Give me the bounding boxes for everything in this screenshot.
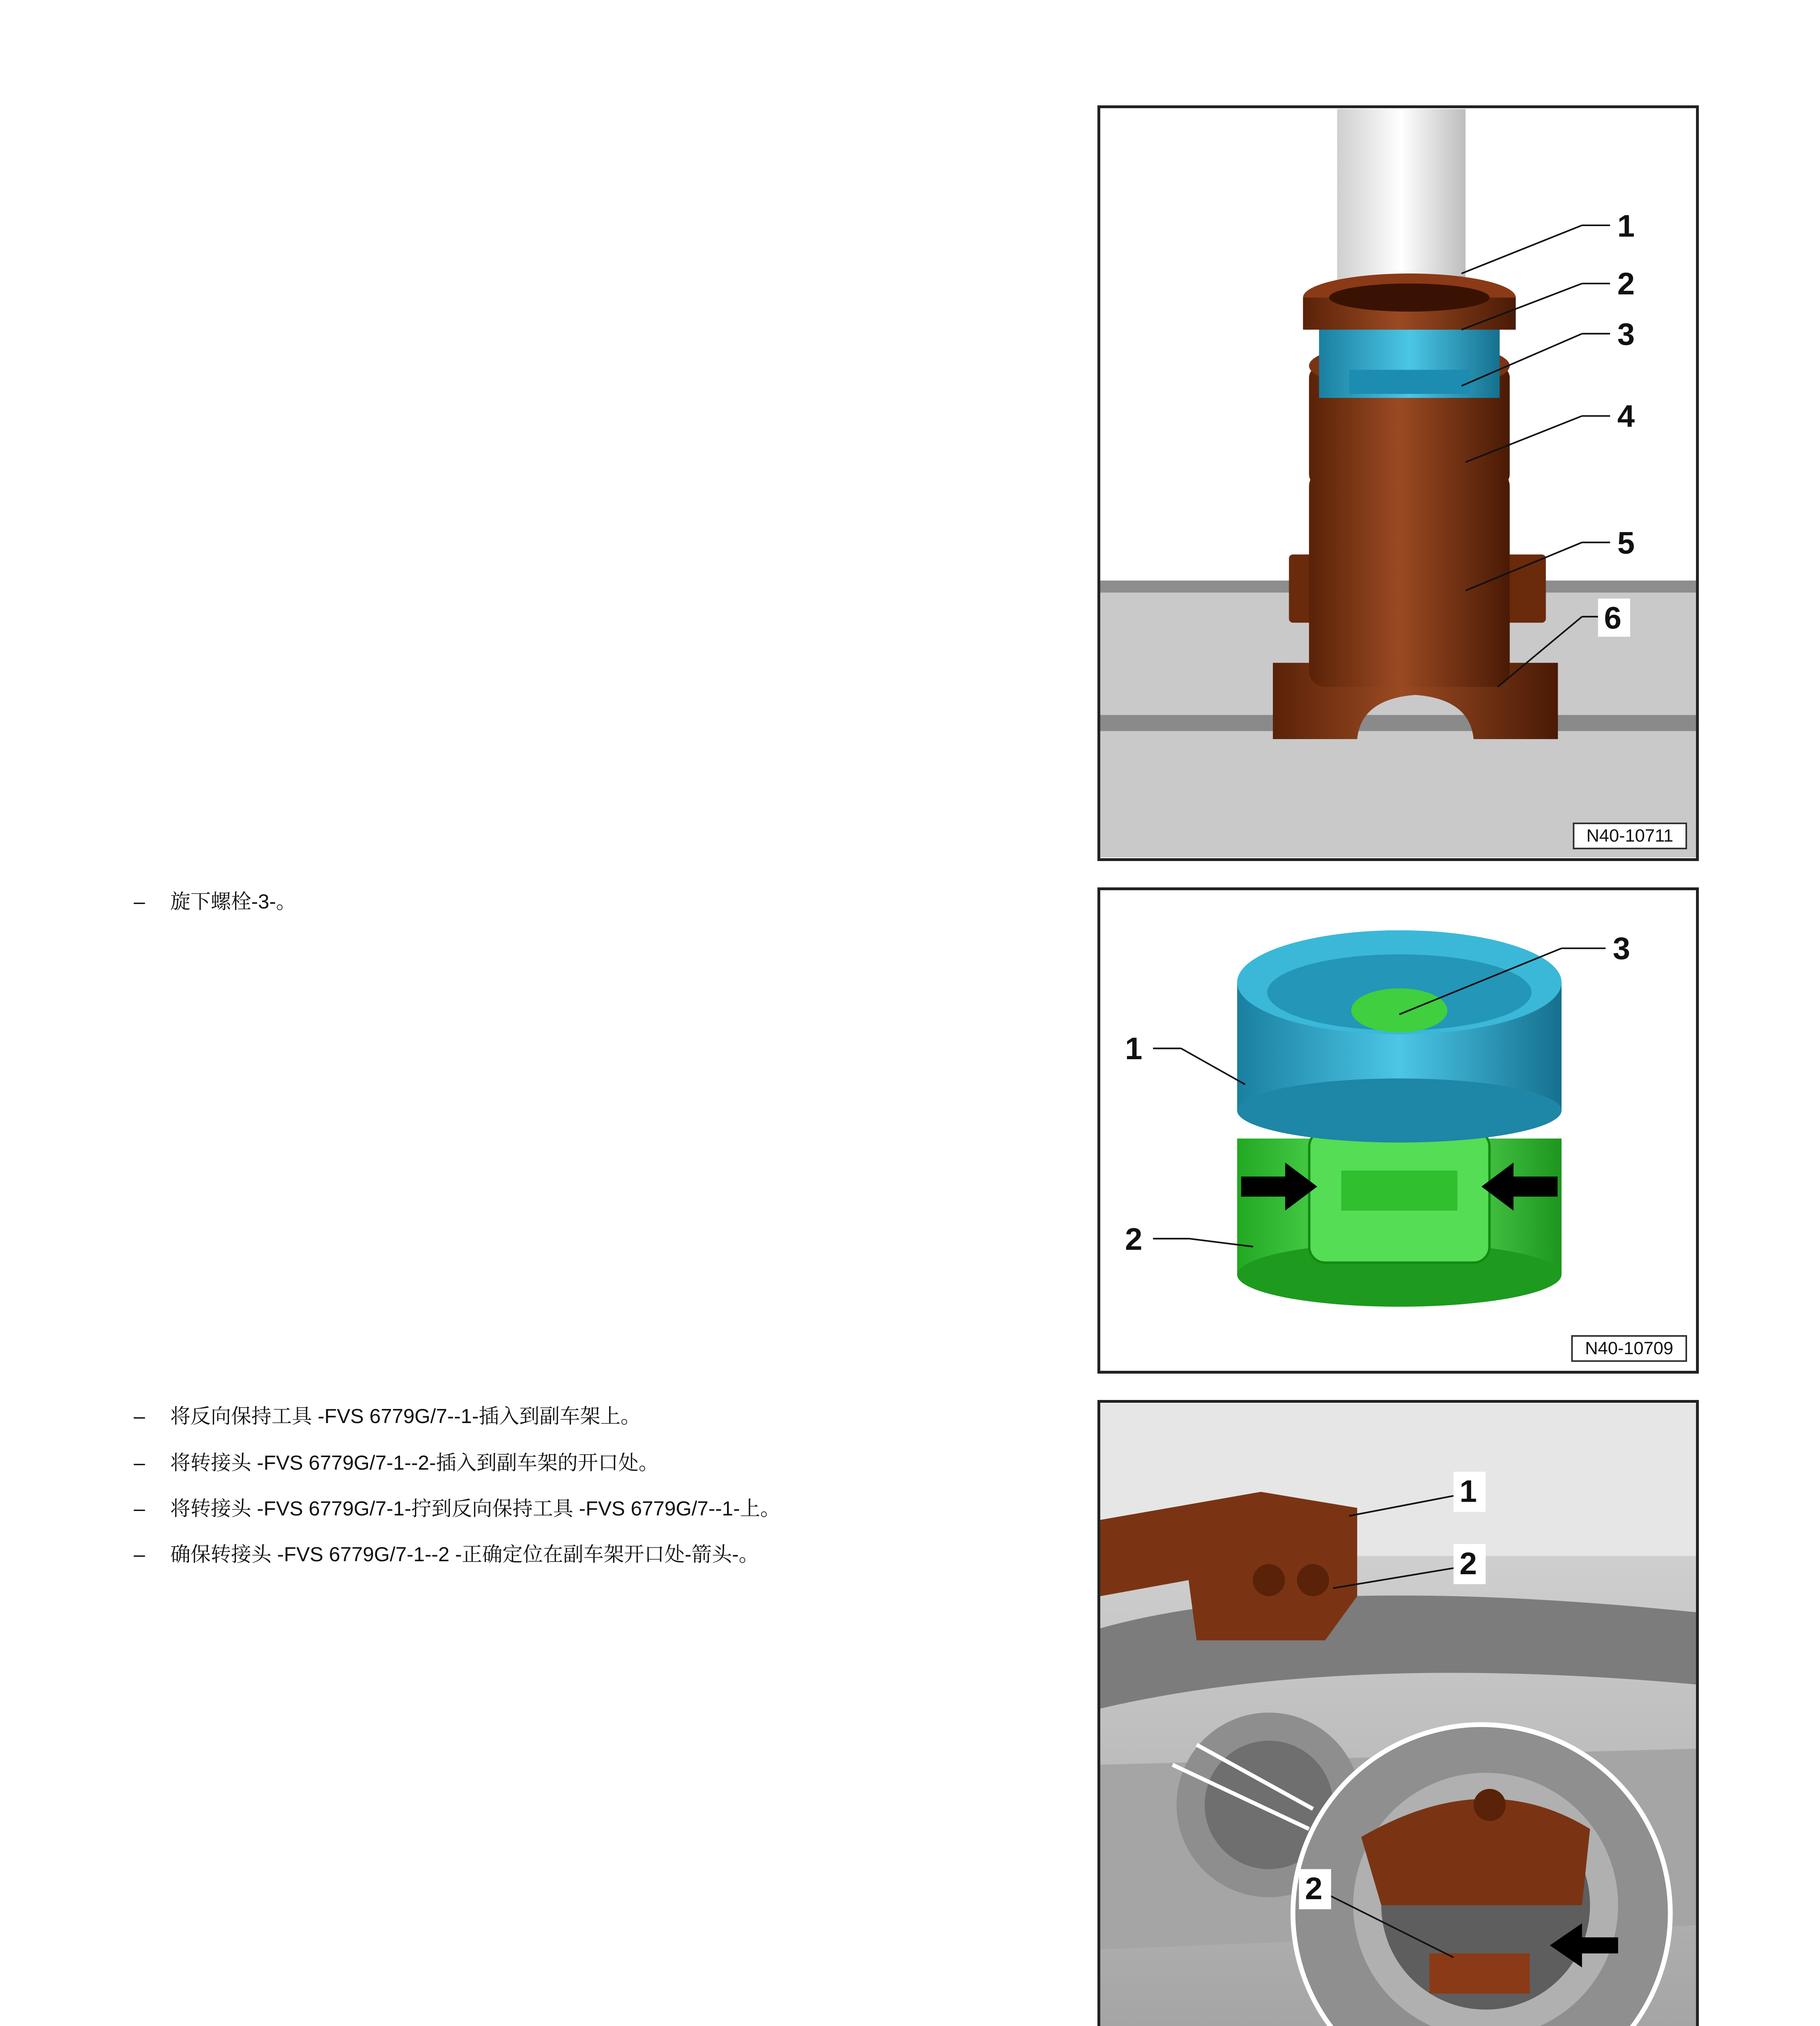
callout-label: 6 bbox=[1604, 601, 1622, 636]
instruction-text: 将转接头 -FVS 6779G/7-1--2-插入到副车架的开口处。 bbox=[170, 1451, 659, 1474]
bullet-dash: – bbox=[134, 890, 145, 913]
instruction-3 bbox=[134, 1451, 659, 1475]
figure-n40-10711 bbox=[1097, 105, 1699, 861]
bullet-dash: – bbox=[134, 1497, 145, 1520]
bullet-dash: – bbox=[134, 1451, 145, 1474]
callout-label: 1 bbox=[1125, 1031, 1142, 1066]
callout-label: 2 bbox=[1125, 1222, 1142, 1257]
instruction-4 bbox=[134, 1496, 781, 1521]
callout-label: 3 bbox=[1613, 931, 1630, 966]
callout-label: 1 bbox=[1617, 208, 1635, 244]
callout-label: 1 bbox=[1459, 1474, 1477, 1509]
instruction-5 bbox=[134, 1542, 759, 1567]
subframe-illustration bbox=[1100, 1403, 1696, 2026]
figure-n40-10709 bbox=[1097, 887, 1699, 1374]
instruction-text: 旋下螺栓-3-。 bbox=[170, 890, 297, 913]
assembly-tool-illustration bbox=[1100, 108, 1696, 858]
bullet-dash: – bbox=[134, 1405, 145, 1428]
callout-label: 2 bbox=[1305, 1871, 1323, 1906]
callout-label: 4 bbox=[1617, 399, 1635, 434]
instruction-text: 确保转接头 -FVS 6779G/7-1--2 -正确定位在副车架开口处-箭头-。 bbox=[170, 1543, 759, 1566]
figure-code: N40-10711 bbox=[1573, 823, 1687, 849]
instruction-text: 将反向保持工具 -FVS 6779G/7--1-插入到副车架上。 bbox=[170, 1405, 641, 1428]
bullet-dash: – bbox=[134, 1543, 145, 1566]
callout-label: 2 bbox=[1459, 1546, 1477, 1581]
callout-label: 2 bbox=[1617, 266, 1635, 301]
callout-label: 5 bbox=[1617, 526, 1635, 561]
figure-n40-10712 bbox=[1097, 1400, 1699, 2026]
adapter-illustration bbox=[1100, 890, 1696, 1371]
instruction-2 bbox=[134, 1404, 641, 1428]
figure-code: N40-10709 bbox=[1571, 1335, 1687, 1362]
callout-label: 3 bbox=[1617, 317, 1635, 352]
instruction-text: 将转接头 -FVS 6779G/7-1-拧到反向保持工具 -FVS 6779G/7--1-上。 bbox=[170, 1497, 781, 1520]
instruction-1 bbox=[134, 889, 296, 914]
